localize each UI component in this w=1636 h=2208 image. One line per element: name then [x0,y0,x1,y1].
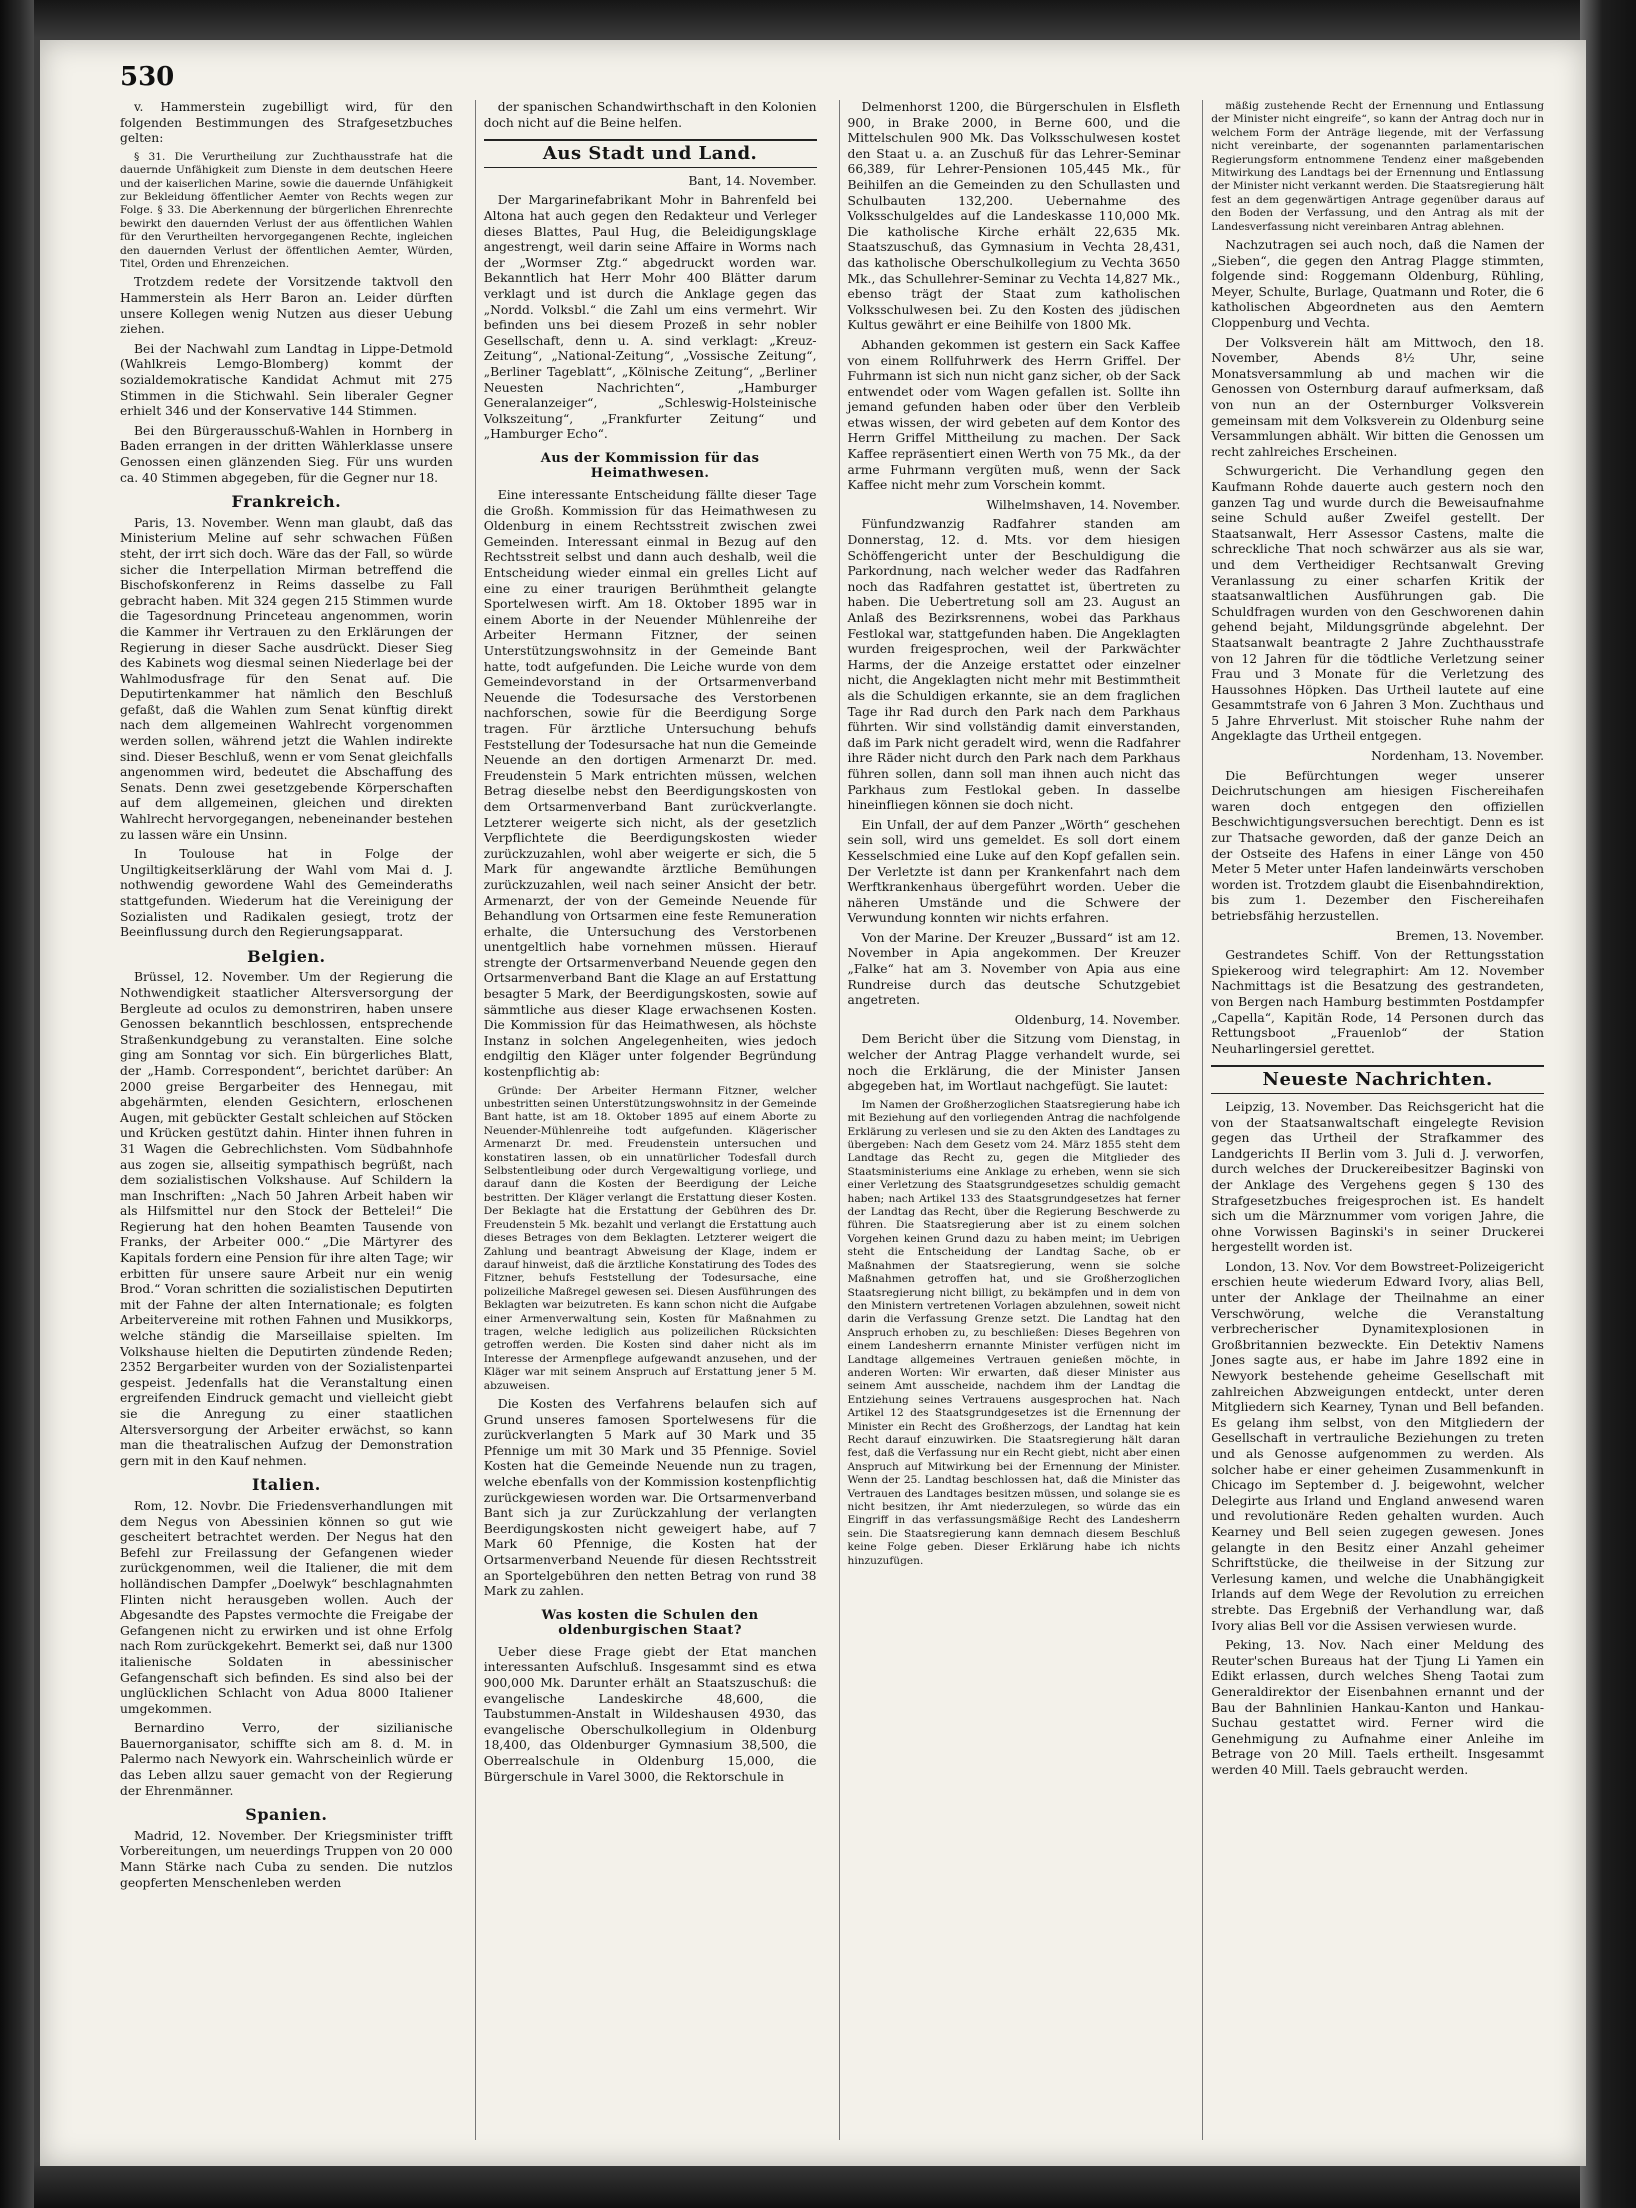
dateline: Bant, 14. November. [688,173,817,188]
article-paragraph: Eine interessante Entscheidung fällte dieser Tage die Großh. Kommission für das Heimathwesen zu Oldenburg in einem Rechtsstreit zwischen zwei Gemeinden. Interessant einmal in Bezug auf den Rechtsstreit selbst und dann auch deshalb, weil die Entscheidung wieder einmal ein grelles Licht auf eine zu einer traurigen Berühmtheit gelangte Sportelwesen wirft. Am 18. Oktober 1895 war in einem Aborte in der Neuender Mühlenreihe der Arbeiter Hermann Fitzner, der seinen Unterstützungswohnsitz in der Gemeinde Bant hatte, todt aufgefunden. Die Leiche wurde von dem Gemeindevorstand in der Ortsarmenverband Neuende die Todesursache des Verstorbenen nachforschen, sowie für die Beerdigung Sorge tragen. Für ärztliche Untersuchung behufs Feststellung der Todesursache hat nun die Gemeinde Neuende an den dortigen Armenarzt Dr. med. Freudenstein 5 Mark entrichten müssen, welchen Betrag dieselbe nebst den Beerdigungskosten von dem Ortsarmenverband Bant zurückverlangte. Letzterer weigerte sich nicht, als der gesetzlich Verpflichtete die Beerdigungskosten wieder zurückzuzahlen, wohl aber weigerte er sich, die 5 Mark für angewandte ärztliche Bemühungen zurückzuzahlen, weil nach seiner Ansicht der betr. Armenarzt, der von der Gemeinde Neuende für Behandlung von Ortsarmen eine feste Remuneration erhalte, die Untersuchung des Verstorbenen unentgeltlich habe vornehmen müssen. Hierauf strengte der Ortsarmenverband Neuende gegen den Ortsarmenverband Bant die Klage an auf Erstattung besagter 5 Mark, der Beerdigungskosten, sowie auf sämmtliche aus dieser Klage erwachsenen Kosten. Die Kommission für das Heimathwesen, als höchste Instanz in solchen Angelegenheiten, wies jedoch endgiltig den Kläger unter folgender Begründung kostenpflichtig ab: [483,488,817,1080]
dateline: Wilhelmshaven, 14. November. [986,497,1181,512]
page-number: 530 [120,62,175,92]
scan-edge-bottom [0,2162,1636,2208]
column-3 [839,100,1189,2140]
article-paragraph: Leipzig, 13. November. Das Reichsgericht hat die von der Staatsanwaltschaft eingelegte Revision gegen das Urtheil der Strafkammer des Landgerichts II Berlin vom 3. Juli d. J. verworfen, durch welches der Druckereibesitzer Baginski von der Anklage des Vergehens gegen § 130 des Strafgesetzbuches freigesprochen ist. Es handelt sich um die Märznummer vom vorigen Jahre, die ohne Vorwissen Baginski's in seiner Druckerei hergestellt worden ist. [1211,1099,1544,1255]
article-paragraph: mäßig zustehende Recht der Ernennung und Entlassung der Minister nicht eingreife“, so kann der Antrag doch nur in welchem Form der Anträge liegende, mit der Verfassung nicht vereinbarte, der sogenannten parlamentarischen Regierungsform entnommene Tendenz einer maßgebenden Mitwirkung des Landtags bei der Ernennung und Entlassung der Minister nicht verkannt werden. Die Staatsregierung hält fest an dem gegenwärtigen Antrage gegenüber daraus auf den Boden der Verfassung, und den Antrag als mit der Landesverfassung nicht vereinbaren Antrag ablehnen. [1211,100,1544,233]
scan-edge-top [0,0,1636,38]
article-paragraph: Abhanden gekommen ist gestern ein Sack Kaffee von einem Rollfuhrwerk des Herrn Griffel. Der Fuhrmann ist sich nun nicht ganz sicher, ob der Sack entwendet oder vom Wagen gefallen ist. Sollte ihn jemand gefunden haben oder über den Verbleib etwas wissen, der wird gebeten auf dem Kontor des Herrn Griffel Mittheilung zu machen. Der Sack Kaffee repräsentiert einen Werth von 75 Mk., da der arme Fuhrmann vergüten muß, wenn der Sack Kaffee nicht mehr zum Vorschein kommt. [847,337,1181,493]
section-heading-spanien: Spanien. [245,1805,328,1825]
article-paragraph: Fünfundzwanzig Radfahrer standen am Donnerstag, 12. d. Mts. vor dem hiesigen Schöffengericht unter der Beschuldigung die Parkordnung, nach welcher weder das Radfahren noch das Radfahren gestattet ist, übertreten zu haben. Die Uebertretung soll am 23. August an Anlaß des Bezirksrennens, wobei das Parkhaus Festlokal war, stattgefunden haben. Die Angeklagten wurden freigesprochen, weil der Parkwächter Harms, der die Anzeige erstattet oder einzelner nicht, die Angeklagten nicht mehr mit Bestimmtheit als die Schuldigen erkannte, sie an dem fraglichen Tage ihr Rad durch den Park nach dem Parkhaus führten. Wir sind vollständig damit einverstanden, daß im Park nicht geradelt wird, wenn die Radfahrer ihre Räder nicht durch den Park nach dem Parkhaus führen sollen, dann soll man ihnen auch nicht das Parkhaus zum Festlokal geben. In dasselbe hineinfliegen können sie doch nicht. [847,517,1181,813]
column-4 [1202,100,1552,2140]
column-2 [475,100,825,2140]
article-paragraph: Gestrandetes Schiff. Von der Rettungsstation Spiekeroog wird telegraphirt: Am 12. November Nachmittags ist die Besatzung des gestrandeten, von Bergen nach Hamburg bestimmten Postdampfer „Capella“, Kapitän Rode, 14 Personen durch das Rettungsboot „Frauenlob“ der Station Neuharlingersiel gerettet. [1211,948,1544,1056]
article-paragraph: Ueber diese Frage giebt der Etat manchen interessanten Aufschluß. Insgesammt sind es etwa 900,000 Mk. Darunter erhält an Staatszuschuß: die evangelische Landeskirche 48,600, die Taubstummen-Anstalt in Wildeshausen 4930, das evangelische Oberschulkollegium in Oldenburg 18,400, das Oldenburger Gymnasium 38,500, die Oberrealschule in Oldenburg 15,000, die Bürgerschule in Varel 3000, die Rektorschule in [483,1644,817,1784]
article-paragraph: Der Margarinefabrikant Mohr in Bahrenfeld bei Altona hat auch gegen den Redakteur und Verleger dieses Blattes, Paul Hug, die Beleidigungsklage angestrengt, weil darin seine Affaire in Worms nach der „Wormser Ztg.“ abgedruckt worden war. Bekanntlich hat Herr Mohr 400 Blätter darum verklagt und ist durch die Anklage gegen das „Nordd. Volksbl.“ die Zahl um eins vermehrt. Wir befinden uns bei diesem Prozeß in sehr nobler Gesellschaft, denn u. A. sind verklagt: „Kreuz-Zeitung“, „National-Zeitung“, „Vossische Zeitung“, „Berliner Tageblatt“, „Kölnische Zeitung“, „Berliner Neuesten Nachrichten“, „Hamburger Generalanzeiger“, „Schleswig-Holsteinische Volkszeitung“, „Frankfurter Zeitung“ und „Hamburger Echo“. [483,193,817,442]
article-paragraph: Die Kosten des Verfahrens belaufen sich auf Grund unseres famosen Sportelwesens für die zurückverlangten 5 Mark auf 30 Mark und 35 Pfennige um mit 30 Mark und 35 Pfennige. Soviel Kosten hat die Gemeinde Neuende nun zu tragen, welche ebenfalls von der Kommission kostenpflichtig zurückgewiesen worden war. Die Ortsarmenverband Bant sich ja zur Zurückzahlung der verlangten Beerdigungskosten nicht geweigert habe, auf 7 Mark 60 Pfennige, die Kosten hat der Ortsarmenverband Neuende für diesen Rechtsstreit an Sportelgebühren den netten Betrag von rund 38 Mark zu zahlen. [483,1396,817,1599]
article-paragraph: Der Volksverein hält am Mittwoch, den 18. November, Abends 8½ Uhr, seine Monatsversammlung ab und machen wir die Genossen von Osternburg darauf aufmerksam, daß von nun an der Osternburger Volksverein gemeinsam mit dem Volksverein zu Oldenburg seine Versammlungen abhält. Wir bitten die Genossen um recht zahlreiches Erscheinen. [1211,335,1544,459]
scan-edge-right [1580,0,1636,2208]
article-paragraph: In Toulouse hat in Folge der Ungiltigkeitserklärung der Wahl vom Mai d. J. nothwendig gewordene Wahl des Gemeinderaths stattgefunden. Wiederum hat die Vereinigung der Sozialisten und Radikalen gesiegt, trotz der Beeinflussung durch den Regierungsapparat. [120,847,453,940]
article-paragraph: Bei der Nachwahl zum Landtag in Lippe-Detmold (Wahlkreis Lemgo-Blomberg) kommt der sozialdemokratische Kandidat Achmut mit 275 Stimmen in die Stichwahl. Sein liberaler Gegner erhielt 346 und der Konservative 144 Stimmen. [120,341,453,419]
section-heading-italien: Italien. [251,1475,321,1495]
article-paragraph: Delmenhorst 1200, die Bürgerschulen in Elsfleth 900, in Brake 2000, in Berne 600, und die Mittelschulen 900 Mk. Das Volksschulwesen kostet den Staat u. a. an Zuschuß für das Lehrer-Seminar 66,389, für Lehrer-Pensionen 105,445 Mk., für Beihilfen an die Gemeinden zu den Schullasten und Schulbauten 132,200. Uebernahme des Volksschulgeldes auf die Landeskasse 110,000 Mk. Die katholische Kirche erhält 22,635 Mk. Staatszuschuß, das Gymnasium in Vechta 28,431, das katholische Oberschulkollegium zu Vechta 3650 Mk., das Schullehrer-Seminar zu Vechta 14,827 Mk., ebenso trägt der Staat zum katholischen Volksschulwesen bei. Zu den Kosten des jüdischen Kultus gewährt er eine Beihilfe von 1800 Mk. [847,100,1181,333]
article-paragraph: Schwurgericht. Die Verhandlung gegen den Kaufmann Rohde dauerte auch gestern noch den ganzen Tag und wurde durch die Beweisaufnahme seine Schuld außer Zweifel gestellt. Der Staatsanwalt, Herr Assessor Castens, malte die schreckliche That noch schwärzer aus als sie war, und dem Vertheidiger Rechtsanwalt Greving Veranlassung zu einer scharfen Kritik der staatsanwaltlichen Ausführungen gab. Die Schuldfragen wurden von den Geschworenen dahin gehend bejaht, Mildungsgründe abgelehnt. Der Staatsanwalt beantragte 2 Jahre Zuchthausstrafe von 12 Jahren für die tödtliche Verletzung seiner Frau und 3 Monate für die Verletzung des Haussohnes Höpken. Das Urtheil lautete auf eine Gesammtstrafe von 6 Jahren 3 Mon. Zuchthaus und 5 Jahre Ehrverlust. Mit stoischer Ruhe nahm der Angeklagte das Urtheil entgegen. [1211,464,1544,744]
article-paragraph: Paris, 13. November. Wenn man glaubt, daß das Ministerium Meline auf sehr schwachen Füßen steht, der irrt sich doch. Wäre das der Fall, so würde sicher die Interpellation Mirman betreffend die Bischofskonferenz in Reims dasselbe zu Fall gebracht haben. Mit 324 gegen 215 Stimmen wurde die Tagesordnung Princeteau angenommen, worin die Kammer ihr Vertrauen zu den Erklärungen der Regierung in dieser Sache ausdrückt. Dieser Sieg des Kabinets wog diesmal seinen Niederlage bei der Wahlmodusfrage für den Senat auf. Die Deputirtenkammer hat nämlich den Beschluß gefaßt, daß die Wahlen zum Senat künftig direkt nach dem allgemeinen Wahlrecht vorgenommen werden sollen, während jetzt die Wahlen indirekte sind. Dieser Beschluß, wenn er vom Senat gleichfalls angenommen wird, bedeutet die Abschaffung des Senats. Denn zwei gesetzgebende Körperschaften auf dem allgemeinen, gleichen und direkten Wahlrecht hervorgegangen, nebeneinander bestehen zu lassen wäre ein Unsinn. [120,515,453,842]
article-paragraph: Trotzdem redete der Vorsitzende taktvoll den Hammerstein als Herr Baron an. Leider dürften unsere Kollegen wenig Nutzen aus dieser Uebung ziehen. [120,275,453,337]
article-paragraph: Die Befürchtungen weger unserer Deichrutschungen am hiesigen Fischereihafen waren doch entgegen den offiziellen Beschwichtigungsversuchen berechtigt. Denn es ist zur Thatsache geworden, daß der ganze Deich an der Ostseite des Hafens in einer Länge von 450 Meter 5 Meter unter Hafen landeinwärts verschoben worden ist. Trotzdem glaubt die Eisenbahndirektion, bis zum 1. Dezember den Fischereihafen betriebsfähig herzustellen. [1211,768,1544,923]
section-heading-frankreich: Frankreich. [231,492,342,512]
article-paragraph: Gründe: Der Arbeiter Hermann Fitzner, welcher unbestritten seinen Unterstützungswohnsitz in der Gemeinde Bant hatte, ist am 18. Oktober 1895 auf einem Aborte zu Neuender-Mühlenreihe todt aufgefunden. Klägerischer Armenarzt Dr. med. Freudenstein untersuchen und konstatiren lassen, ob ein unnatürlicher Todesfall durch Selbstentleibung oder durch Vergewaltigung vorliege, und darauf dann die Kosten der Beerdigung der Leiche bestritten. Der Kläger verlangt die Erstattung dieser Kosten. Der Beklagte hat die Erstattung der Gebühren des Dr. Freudenstein 5 Mk. bezahlt und verlangt die Erstattung auch dieses Betrages von dem Beklagten. Letzterer weigert die Zahlung und beantragt Abweisung der Klage, indem er darauf hinweist, daß die ärztliche Konstatirung des Todes des Fitzner, behufs Feststellung der Todesursache, eine polizeiliche Maßregel gewesen sei. Diesen Ausführungen des Beklagten war beizutreten. Es kann schon nicht die Aufgabe einer Armenverwaltung sein, Kosten für Maßnahmen zu tragen, welche lediglich aus polizeilichen Rücksichten getroffen werden. Die Kosten sind daher nicht als im Interesse der Armenpflege aufgewandt anzusehen, und der Kläger war mit seinem Anspruch auf Erstattung jener 5 M. abzuweisen. [483,1084,817,1392]
section-heading-neueste-nachrichten: Neueste Nachrichten. [1211,1065,1544,1094]
article-columns [112,100,1552,2140]
article-paragraph: Nachzutragen sei auch noch, daß die Namen der „Sieben“, die gegen den Antrag Plagge stimmten, folgende sind: Roggemann Oldenburg, Rühling, Meyer, Schulte, Burlage, Quatmann und Roter, die 6 katholischen Abgeordneten aus den Aemtern Cloppenburg und Vechta. [1211,238,1544,331]
subheading: Was kosten die Schulen den oldenburgischen Staat? [541,1607,759,1639]
article-paragraph: Bei den Bürgerausschuß-Wahlen in Hornberg in Baden errangen in der dritten Wählerklasse unsere Genossen einen glänzenden Sieg. Für uns wurden ca. 40 Stimmen abgegeben, für die Gegner nur 18. [120,423,453,485]
article-paragraph: Brüssel, 12. November. Um der Regierung die Nothwendigkeit staatlicher Altersversorgung der Bergleute ad oculos zu demonstriren, haben unsere Genossen bekanntlich beschlossen, entsprechende Straßenkundgebung zu veranstalten. Eine solche ging am Sonntag vor sich. Ein bürgerliches Blatt, der „Hamb. Correspondent“, berichtet darüber: An 2000 greise Bergarbeiter des Hennegau, mit abgehärmten, elenden Gesichtern, erloschenen Augen, mit gebückter Gestalt schleichen auf Stöcken und Krücken gestützt dahin. Hinter ihnen fuhren in 31 Wagen die Gebrechlichsten. Vom Südbahnhofe aus zogen sie, allseitig sympathisch begrüßt, nach dem sozialistischen Volkshause. Auf Schildern la man Inschriften: „Nach 50 Jahren Arbeit haben wir als Hilfsmittel nur den Stock der Bettelei!“ Die Regierung hat den hohen Beamten Tausende von Franks, der Arbeiter 000.“ „Die Märtyrer des Kapitals fordern eine Pension für ihre alten Tage; wir erbitten für unsere saure Arbeit nur ein wenig Brod.“ Voran schritten die sozialistischen Deputirten mit der Fahne der alten Internationale; es folgten Arbeitervereine mit rothen Fahnen und Musikkorps, welche ständig die Marseillaise spielten. Im Volkshause hielten die Deputirten zündende Reden; 2352 Bergarbeiter wurden von der Sozialistenpartei gespeist. Jedenfalls hat die Veranstaltung einen ergreifenden Eindruck gemacht und vielleicht giebt sie die Anregung zu einer staatlichen Altersversorgung der Arbeiter erwächst, so kann man die theatralischen Aufzug der Demonstration gern mit in den Kauf nehmen. [120,970,453,1468]
subheading: Aus der Kommission für das Heimathwesen. [540,450,760,482]
dateline: Nordenham, 13. November. [1371,749,1544,764]
scan-edge-left [0,0,34,2208]
article-paragraph: Rom, 12. Novbr. Die Friedensverhandlungen mit dem Negus von Abessinien können so gut wie gescheitert betrachtet werden. Der Negus hat den Befehl zur Freilassung der Gefangenen wieder zurückgenommen, weil die Italiener, die mit dem holländischen Dampfer „Doelwyk“ beschlagnahmten Flinten nicht herausgeben wollen. Auch der Abgesandte des Papstes vermochte die Freigabe der Gefangenen nicht zu erwirken und ist ohne Erfolg nach Rom zurückgekehrt. Bemerkt sei, daß nur 1300 italienische Soldaten in abessinischer Gefangenschaft sich befinden. Es sind also bei der unglücklichen Schlacht von Adua 8000 Italiener umgekommen. [120,1498,453,1716]
section-heading-belgien: Belgien. [247,946,326,966]
article-paragraph: Ein Unfall, der auf dem Panzer „Wörth“ geschehen sein soll, wird uns gemeldet. Es soll dort einem Kesselschmied eine Luke auf den Kopf gefallen sein. Der Verletzte ist dann per Krankenfahrt nach dem Werftkrankenhaus übergeführt worden. Ueber die näheren Umstände und die Schwere der Verwundung konnten wir nichts erfahren. [847,817,1181,926]
article-paragraph: Von der Marine. Der Kreuzer „Bussard“ ist am 12. November in Apia angekommen. Der Kreuzer „Falke“ hat am 3. November von Apia aus eine Rundreise durch das deutsche Schutzgebiet angetreten. [847,930,1181,1008]
article-paragraph: v. Hammerstein zugebilligt wird, für den folgenden Bestimmungen des Strafgesetzbuches gelten: [120,100,453,146]
article-paragraph: Im Namen der Großherzoglichen Staatsregierung habe ich mit Beziehung auf den vorliegenden Antrag die nachfolgende Erklärung zu verlesen und sie zu den Akten des Landtages zu übergeben: Nach dem Gesetz vom 24. März 1855 steht dem Landtage das Recht zu, gegen die Mitglieder des Staatsministeriums eine Anklage zu erheben, wenn sie sich einer Verletzung des Staatsgrundgesetzes schuldig gemacht haben; nach Artikel 133 des Staatsgrundgesetzes hat ferner der Landtag das Recht, über die Regierung Beschwerde zu führen. Die Staatsregierung aber ist zu einem solchen Vorgehen keinen Grund dazu zu haben meint; im Uebrigen steht die Entscheidung der Landtag Sache, ob er Maßnahmen der Staatsregierung, wenn sie solche Maßnahmen getroffen hat, und sie Großherzoglichen Staatsregierung nicht billigt, zu bekämpfen und in dem von den Ministern vertretenen Vorlagen abzulehnen, soweit nicht darin die Verfassung Grenze setzt. Die Landtag hat den Anspruch erhoben zu, zu beschließen: Dieses Begehren von einem Landesherrn ernannte Minister verfügen nicht im Landtage allgemeines Vertrauen genießen möchte, in anderen Worten: Wir erwarten, daß dieser Minister aus seinem Amt ausscheide, nachdem ihm der Landtag die Entziehung seines Vertrauens ausgesprochen hat. Nach Artikel 12 des Staatsgrundgesetzes ist die Ernennung der Minister ein Recht des Großherzogs, der Landtag hat kein Recht darauf einzuwirken. Die Staatsregierung hält daran fest, daß die Verfassung nur ein Recht giebt, nicht aber einen Anspruch auf Mitwirkung bei der Ernennung der Minister. Wenn der 25. Landtag beschlossen hat, daß die Minister das Vertrauen des Landtages besitzen müssen, und solange sie es nicht besitzen, ihr Amt niederzulegen, so würde das ein Eingriff in das verfassungsmäßige Recht des Landesherrn sein. Die Staatsregierung kann demnach diesem Beschluß keine Folge geben. Dieser Erklärung habe ich nichts hinzuzufügen. [847,1098,1181,1567]
article-paragraph: Madrid, 12. November. Der Kriegsminister trifft Vorbereitungen, um neuerdings Truppen von 20 000 Mann Stärke nach Cuba zu senden. Die nutzlos geopferten Menschenleben werden [120,1828,453,1890]
article-paragraph: § 31. Die Verurtheilung zur Zuchthausstrafe hat die dauernde Unfähigkeit zum Dienste in dem deutschen Heere und der kaiserlichen Marine, sowie die dauernde Unfähigkeit zur Bekleidung öffentlicher Aemter von Rechts wegen zur Folge. § 33. Die Aberkennung der bürgerlichen Ehrenrechte bewirkt den dauernden Verlust der aus öffentlichen Wahlen für den Verurtheilten hervorgegangenen Rechte, ingleichen den dauernden Verlust der öffentlichen Aemter, Würden, Titel, Orden und Ehrenzeichen. [120,150,453,271]
dateline: Bremen, 13. November. [1396,928,1544,943]
article-paragraph: Dem Bericht über die Sitzung vom Dienstag, in welcher der Antrag Plagge verhandelt wurde, sei noch die Erklärung, die der Minister Jansen abgegeben hat, im Wortlaut nachgefügt. Sie lautet: [847,1032,1181,1094]
article-paragraph: London, 13. Nov. Vor dem Bowstreet-Polizeigericht erschien heute wiederum Edward Ivory, alias Bell, unter der Anklage der Theilnahme an einer Verschwörung, welche die Veranstaltung verbrecherischer Dynamitexplosionen in Großbritannien bezweckte. Ein Detektiv Namens Jones sagte aus, er habe im Jahre 1892 eine in Newyork bestehende geheime Gesellschaft mit zahlreichen Abzweigungen entdeckt, unter deren Mitgliedern sich Kearney, Tynan und Bell befanden. Es gelang ihm selbst, von den Mitgliedern der Gesellschaft in vertrauliche Beziehungen zu treten und als Genosse aufgenommen zu werden. Als solcher habe er einer geheimen Zusammenkunft in Chicago im September d. J. beigewohnt, welcher Delegirte aus Irland und England anwesend waren und revolutionäre Reden gehalten wurden. Auch Kearney und Bell seien zugegen gewesen. Jones gelangte in den Besitz einer Anzahl geheimer Schriftstücke, die theilweise in der Sitzung zur Verlesung kamen, und welche die Unabhängigkeit Irlands auf dem Wege der Revolution zu erreichen strebte. Das Ergebniß der Verhandlung war, daß Ivory alias Bell vor die Assisen verwiesen wurde. [1211,1259,1544,1633]
column-1 [112,100,461,2140]
article-paragraph: Peking, 13. Nov. Nach einer Meldung des Reuter'schen Bureaus hat der Tjung Li Yamen ein Edikt erlassen, durch welches Sheng Taotai zum Generaldirektor der Eisenbahnen ernannt und der Bau der Bahnlinien Hankau-Kanton und Hankau-Suchau gestattet wird. Ferner wird die Genehmigung zu Aufnahme einer Anleihe im Betrage von 20 Mill. Taels ertheilt. Insgesammt werden 40 Mill. Taels gebraucht werden. [1211,1638,1544,1777]
article-paragraph: Bernardino Verro, der sizilianische Bauernorganisator, schiffte sich am 8. d. M. in Palermo nach Newyork ein. Wahrscheinlich würde er das Leben allzu sauer gemacht von der Regierung der Ehrenmänner. [120,1721,453,1798]
dateline: Oldenburg, 14. November. [1014,1012,1181,1027]
section-heading-stadt-und-land: Aus Stadt und Land. [484,139,817,168]
article-paragraph: der spanischen Schandwirthschaft in den Kolonien doch nicht auf die Beine helfen. [483,100,817,130]
